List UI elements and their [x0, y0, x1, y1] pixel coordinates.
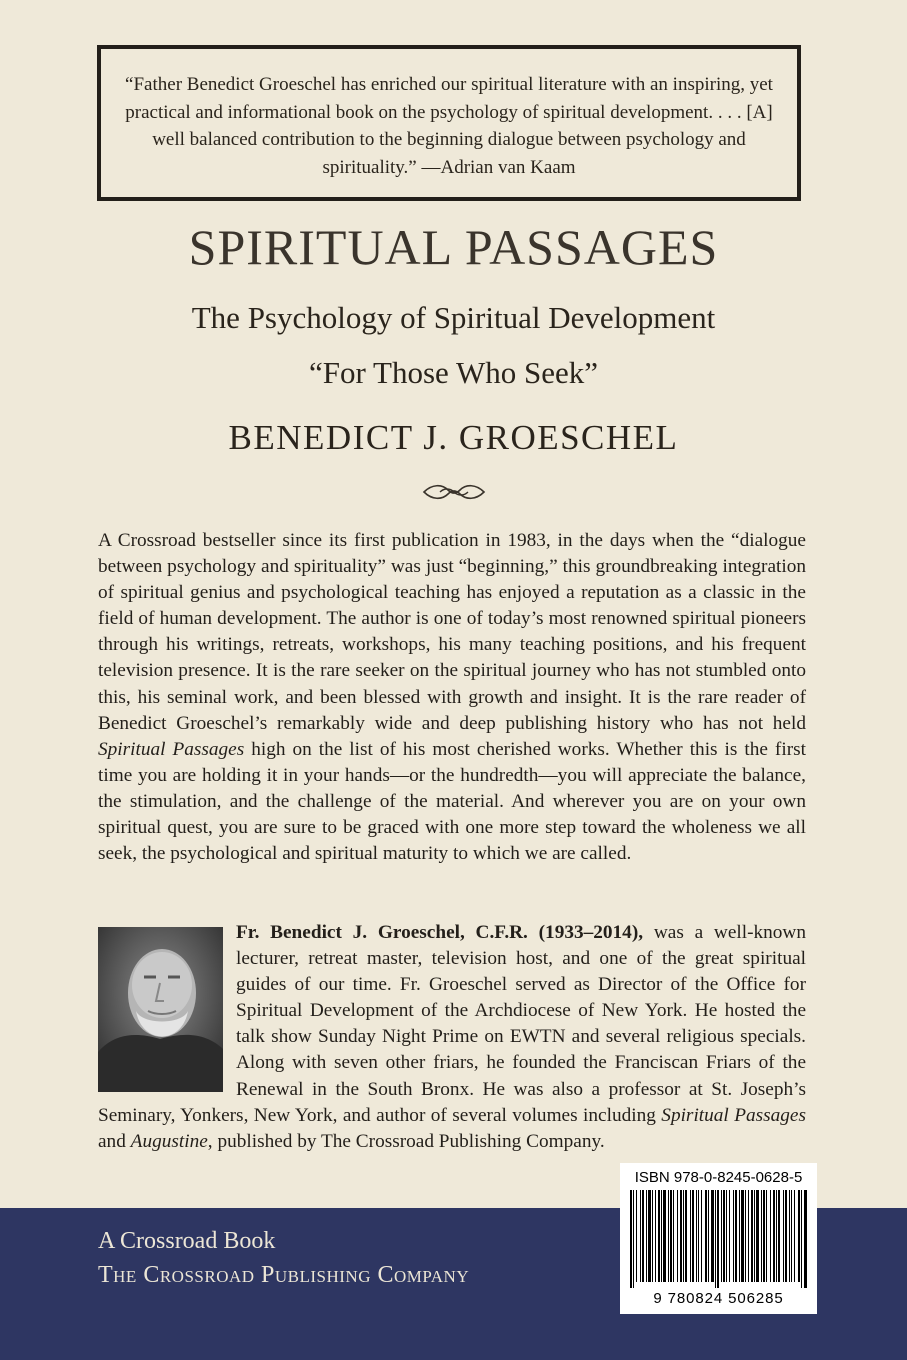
book-title: SPIRITUAL PASSAGES [188, 219, 719, 275]
bio-text-2: , published by The Crossroad Publishing Company. [207, 1130, 605, 1152]
book-description [98, 528, 806, 867]
barcode-bars-icon [628, 1190, 809, 1288]
publisher-name: The Crossroad Publishing Company [98, 1262, 470, 1288]
author-bio [98, 920, 806, 1155]
book-tagline: “For Those Who Seek” [309, 355, 598, 390]
description-part-2: high on the list of his most cherished works. Whether this is the first time you are holding it in your hands—or the hundredth—you will appreciate the balance, the stimulation, and the challenge of the material. And wherever you are on your own spiritual quest, you are sure to be graced with one more step toward the wholeness we all seek, the psychological and spiritual maturity to which we are called. [98, 738, 806, 865]
description-book-title: Spiritual Passages [98, 738, 245, 760]
isbn-barcode [620, 1163, 817, 1314]
barcode-digits: 9 780824 506285 [653, 1290, 784, 1307]
book-subtitle: The Psychology of Spiritual Development [191, 300, 716, 335]
bio-name: Fr. Benedict J. Groeschel, C.F.R. (1933–2014), [236, 922, 644, 943]
endorsement-quote: “Father Benedict Groeschel has enriched our spiritual literature with an inspiring, yet practical and informational book on the psychology of spiritual development. . . . [A] well balanced contribution to the beginning dialogue between psychology and spirituality.” —Adrian van Kaam [125, 74, 773, 178]
flourish-ornament-icon [420, 480, 488, 504]
bio-and: and [98, 1130, 131, 1152]
description-part-1: A Crossroad bestseller since its first publication in 1983, in the days when the “dialogue between psychology and spirituality” was just “beginning,” this groundbreaking integration of spiritual genius and psychological teaching has enjoyed a reputation as a classic in the field of human development. The author is one of today’s most renowned spiritual pioneers through his writings, retreats, workshops, his many teaching positions, and his frequent television presence. It is the rare seeker on the spiritual journey who has not stumbled onto this, his seminal work, and been blessed with growth and insight. It is the rare reader of Benedict Groeschel’s remarkably wide and deep publishing history who has not held [98, 530, 806, 734]
bio-text-1: was a well-known lecturer, retreat master, television host, and one of the great spiritual guides of our time. Fr. Groeschel served as Director of the Office for Spiritual Development of the Archdiocese of New York. He hosted the talk show Sunday Night Prime on EWTN and several religious specials. Along with seven other friars, he founded the Franciscan Friars of the Renewal in the South Bronx. He was also a professor at St. Joseph’s Seminary, Yonkers, New York, and author of several volumes including [98, 922, 806, 1126]
imprint-label: A Crossroad Book [98, 1228, 276, 1254]
isbn-label: ISBN 978-0-8245-0628-5 [634, 1169, 803, 1186]
bio-title-1: Spiritual Passages [661, 1104, 806, 1126]
author-name: BENEDICT J. GROESCHEL [228, 418, 679, 457]
bio-title-2: Augustine [130, 1130, 208, 1152]
endorsement-box [97, 45, 801, 201]
